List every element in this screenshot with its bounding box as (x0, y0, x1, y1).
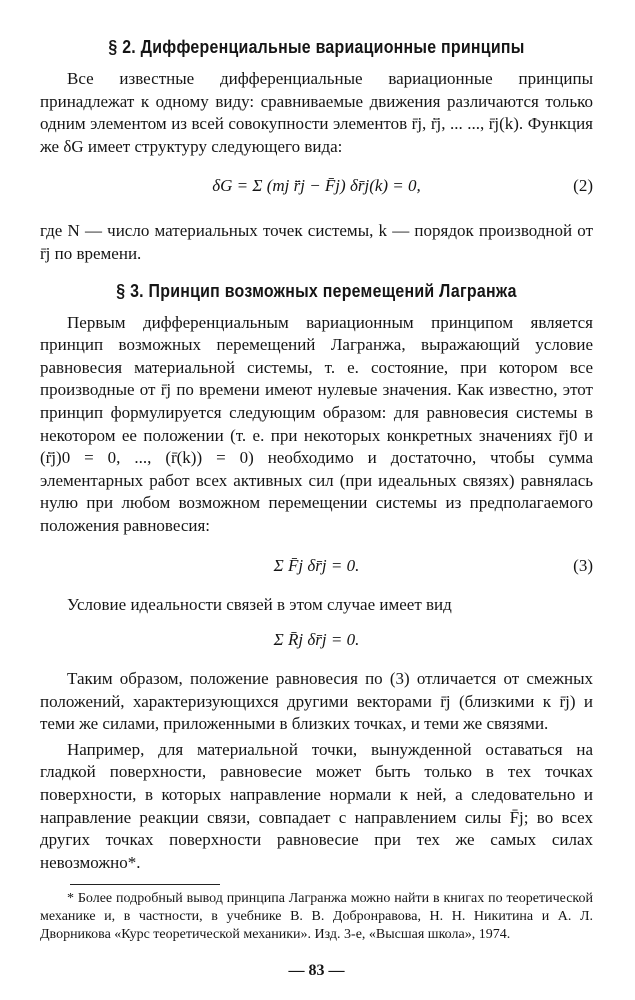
equation-3-number: (3) (573, 555, 593, 575)
section-2-paragraph-2: где N — число материальных точек системы, k — порядок производной от r̄j по времени. (40, 221, 593, 263)
equation-2-number: (2) (573, 176, 593, 196)
footnote-divider (70, 884, 220, 885)
equation-2 (40, 158, 593, 220)
footnote: * Более подробный вывод принципа Лагранжа можно найти в книгах по теоретической механике и, в частности, в учебнике В. В. Добронравова, Н. Н. Никитина и А. Л. Дворникова «Курс теоретической механики». Изд. 3-е, «Высшая школа», 1974. (40, 891, 593, 943)
section-2-paragraph-1: Все известные дифференциальные вариационные принципы принадлежат к одному виду: сравниваемые движения различаются только одним элементом из всей совокупности элементов r̄j, ṙ̄j, ... ..., r̄j(k). Функция же δG имеет структуру следующего вида: (40, 69, 593, 156)
equation-3 (40, 538, 593, 594)
equation-4 (40, 616, 593, 668)
section-3-paragraph-4: Например, для материальной точки, вынужденной оставаться на гладкой поверхности, равновесие может быть только в тех точках поверхности, в которых направление нормали к ней, а следовательно и направление реакции связи, совпадает с направлением силы F̄j; во всех других точках поверхности равновесие при тех же самых силах невозможно*. (40, 739, 593, 872)
equation-3-formula: Σ F̄j δr̄j = 0. (273, 555, 360, 575)
section-2-title: § 2. Дифференциальные вариационные принципы (108, 36, 525, 57)
equation-4-formula: Σ R̄j δr̄j = 0. (273, 630, 360, 650)
section-3-paragraph-1: Первым дифференциальным вариационным принципом является принцип возможных перемещений Лагранжа, выражающий условие равновесия материальной системы, т. е. состояние, при котором все производные от r̄j по времени имеют нулевые значения. Как известно, этот принцип формулируется следующим образом: для равновесия системы в некотором ее положении (т. е. при некоторых конкретных значениях r̄j0 и (ṙ̄j)0 = 0, ..., (r̄(k)) = 0) необходимо и достаточно, чтобы сумма элементарных работ всех активных сил (при идеальных связях) равнялась нулю при любом возможном перемещении системы из предполагаемого положения равновесия: (40, 312, 593, 535)
page (40, 36, 593, 980)
equation-2-formula: δG = Σ (mj r̄̈j − F̄j) δr̄j(k) = 0, (212, 176, 421, 196)
section-3-title: § 3. Принцип возможных перемещений Лагранжа (116, 279, 517, 301)
page-number: — 83 — (288, 962, 345, 980)
section-3-paragraph-2: Условие идеальности связей в этом случае имеет вид (67, 594, 452, 614)
section-3-paragraph-3: Таким образом, положение равновесия по (3) отличается от смежных положений, характеризующихся другими векторами r̄j (близкими к r̄j) и теми же силами, приложенными в близких точках, и теми же связями. (40, 669, 593, 734)
